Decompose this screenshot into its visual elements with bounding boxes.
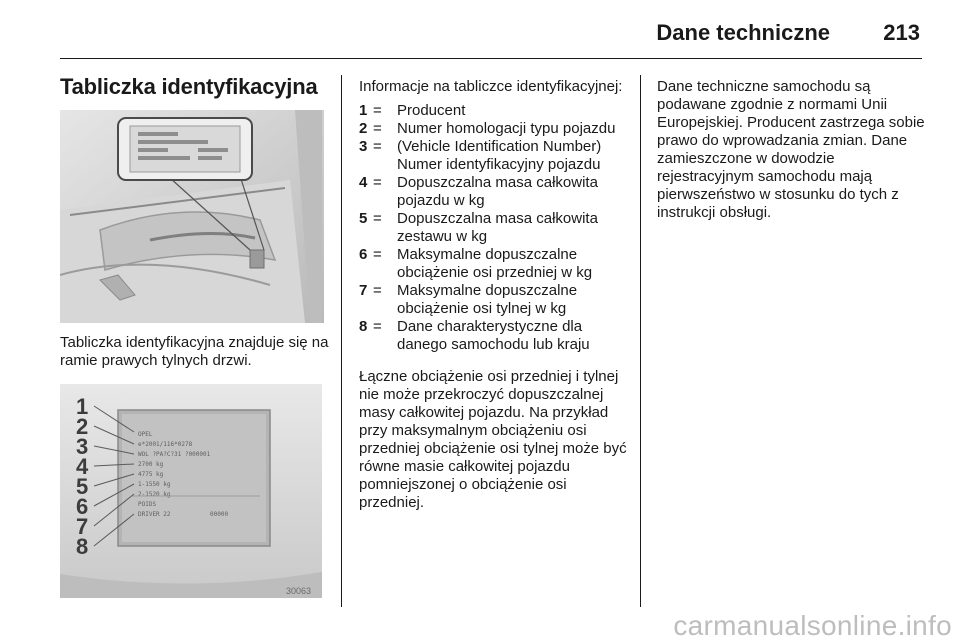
figure1-caption: Tabliczka identyfikacyjna znajduje się na ramie prawych tylnych drzwi. — [60, 334, 329, 369]
page-number: 213 — [883, 20, 920, 45]
section-title: Tabliczka identyfikacyjna — [60, 74, 318, 99]
list-item-text: Dopuszczalna masa całkowita pojazdu w kg — [397, 174, 598, 209]
list-item — [359, 120, 629, 138]
list-item-separator: = — [373, 120, 382, 137]
list-item-number: 5 — [359, 210, 368, 227]
plate-line-10: 00000 — [210, 511, 229, 518]
door-frame-drawing — [60, 110, 324, 323]
list-item-text: Producent — [397, 102, 466, 119]
callout-4: 4 — [76, 454, 89, 479]
identification-plate-drawing — [60, 384, 322, 598]
list-item-separator: = — [373, 246, 382, 263]
list-item-separator: = — [373, 138, 382, 155]
list-item-number: 3 — [359, 138, 368, 155]
image-number: 30063 — [286, 586, 312, 596]
plate-line-6: 1-1550 kg — [138, 481, 171, 488]
callout-7: 7 — [76, 514, 89, 539]
header-rule — [60, 58, 922, 59]
list-item-separator: = — [373, 210, 382, 227]
plate-line-8: POIDS — [138, 501, 157, 508]
list-item-number: 8 — [359, 318, 368, 335]
callout-5: 5 — [76, 474, 89, 499]
list-item — [359, 318, 629, 354]
list-item-separator: = — [373, 282, 382, 299]
plate-line-3: WOL ?PA?C?31 ?000001 — [138, 451, 211, 458]
axle-load-paragraph: Łączne obciążenie osi przedniej i tylnej nie może przekroczyć dopuszczalnej masy całkowitej pojazdu. Na przykład przy maksymalnym obciążeniu osi przedniej obciążenie osi tylnej może być równe masie całkowitej pojazdu pomniejszonej o obciążenie osi przedniej. — [359, 368, 627, 511]
column-divider-1 — [341, 75, 342, 607]
list-item-text: Dopuszczalna masa całkowita zestawu w kg — [397, 210, 598, 245]
plate-line-2: e*2001/116*0278 — [138, 441, 193, 448]
chapter-title: Dane techniczne — [656, 20, 830, 45]
list-item-number: 1 — [359, 102, 368, 119]
list-item-separator: = — [373, 102, 382, 119]
list-item-separator: = — [373, 174, 382, 191]
list-item — [359, 138, 629, 174]
column-3 — [657, 78, 932, 222]
list-item — [359, 174, 629, 210]
list-item-separator: = — [373, 318, 382, 335]
list-item-text: Dane charakterystyczne dla danego samochodu lub kraju — [397, 318, 590, 353]
technical-data-paragraph: Dane techniczne samochodu są podawane zgodnie z normami Unii Europejskiej. Producent zastrzega sobie prawo do wprowadzania zmian. Dane zamieszczone w dowodzie rejestracyjnym samochodu mają pierwszeństwo w stosunku do tych z instrukcji obsługi. — [657, 78, 925, 221]
plate-line-1: OPEL — [138, 431, 153, 438]
list-item — [359, 246, 629, 282]
list-item-number: 6 — [359, 246, 368, 263]
identification-plate-illustration — [60, 384, 322, 598]
plate-line-5: 4775 kg — [138, 471, 164, 478]
callout-8: 8 — [76, 534, 89, 559]
callout-6: 6 — [76, 494, 89, 519]
plate-line-4: 2700 kg — [138, 461, 164, 468]
list-item-text: (Vehicle Identification Number) Numer identyfikacyjny pojazdu — [397, 138, 602, 173]
callout-3: 3 — [76, 434, 89, 459]
callout-1: 1 — [76, 394, 89, 419]
plate-line-7: 2-1520 kg — [138, 491, 171, 498]
list-item-text: Maksymalne dopuszczalne obciążenie osi przedniej w kg — [397, 246, 593, 281]
list-item — [359, 102, 629, 120]
callout-2: 2 — [76, 414, 89, 439]
column-2 — [359, 78, 629, 512]
page-header — [60, 14, 920, 54]
plate-line-9: DRIVER 22 — [138, 511, 171, 518]
door-frame-illustration — [60, 110, 324, 323]
list-intro: Informacje na tabliczce identyfikacyjnej: — [359, 78, 623, 95]
column-divider-2 — [640, 75, 641, 607]
list-item-number: 2 — [359, 120, 368, 137]
list-item-text: Maksymalne dopuszczalne obciążenie osi tylnej w kg — [397, 282, 578, 317]
list-item-text: Numer homologacji typu pojazdu — [397, 120, 616, 137]
watermark: carmanualsonline.info — [673, 610, 952, 641]
list-item — [359, 210, 629, 246]
list-item — [359, 282, 629, 318]
list-item-number: 4 — [359, 174, 368, 191]
list-item-number: 7 — [359, 282, 368, 299]
